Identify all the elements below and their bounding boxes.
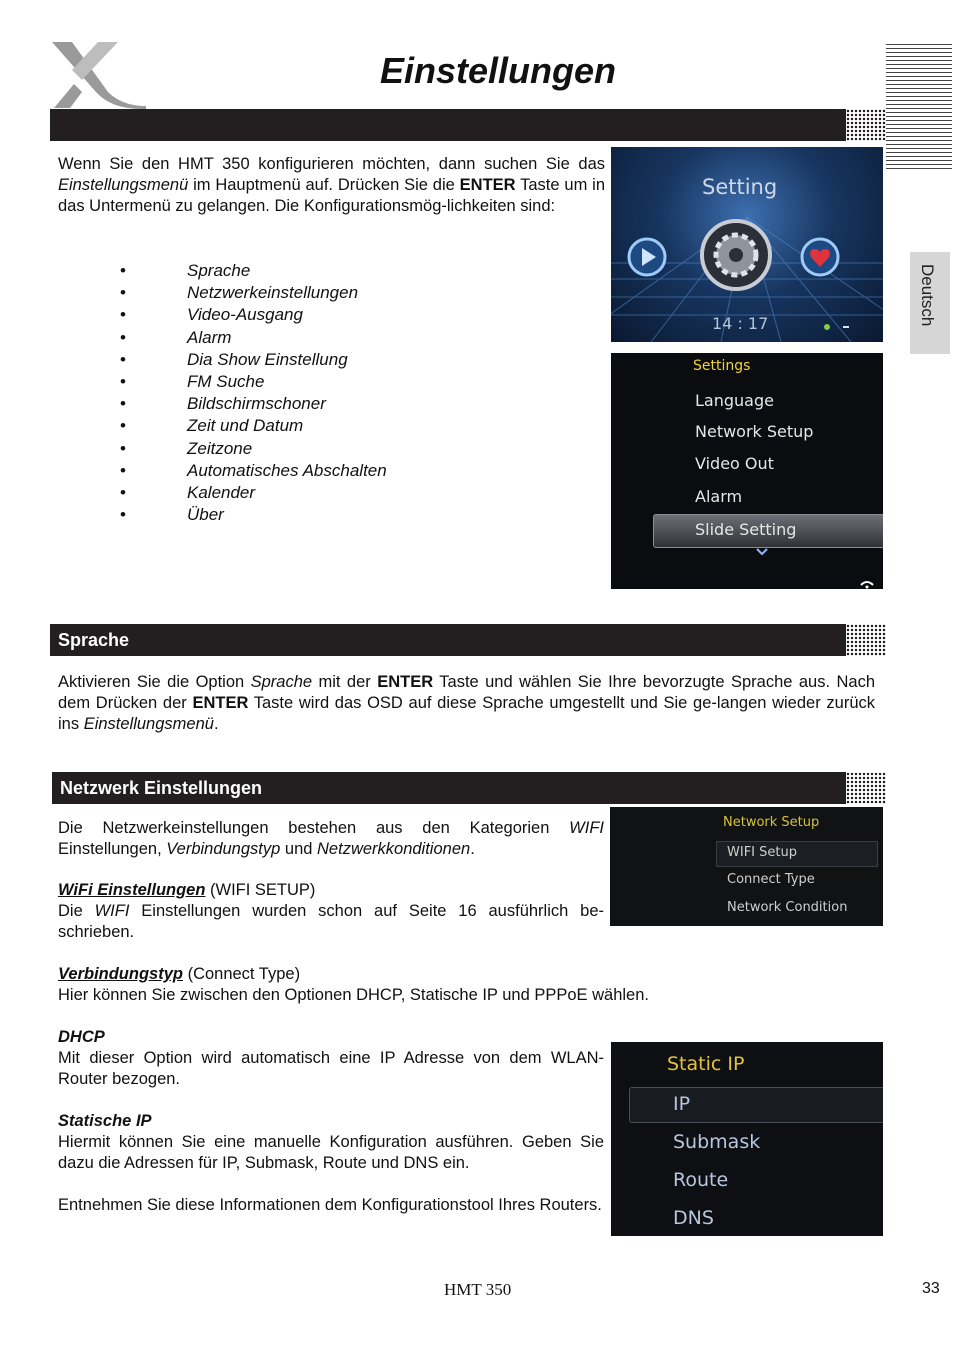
menu-item: Video Out	[695, 454, 774, 473]
bullet-icon: •	[120, 438, 126, 458]
wifi-sub: (WIFI SETUP)	[205, 881, 316, 899]
menu-item: Network Condition	[727, 900, 848, 915]
bar-dot-pattern	[846, 624, 886, 656]
chevron-down-icon	[756, 547, 768, 557]
bullet-icon: •	[120, 349, 126, 369]
conn-text: Hier können Sie zwischen den Optionen DHCP, Statische IP und PPPoE wählen.	[58, 986, 649, 1004]
bullet-icon: •	[120, 283, 126, 303]
language-side-tab	[910, 252, 950, 354]
page-title: Einstellungen	[380, 50, 617, 91]
sprache-t5: .	[213, 715, 219, 733]
menu-item: WIFI Setup	[727, 845, 797, 860]
intro-paragraph	[58, 154, 605, 217]
bar-fade	[832, 624, 846, 656]
intro-em: Einstellungsmenü	[58, 176, 189, 194]
bullet-icon: •	[120, 460, 126, 480]
sprache-enter-2: ENTER	[192, 694, 249, 712]
sprache-enter-1: ENTER	[377, 673, 434, 691]
netzwerk-intro-em1: WIFI	[569, 819, 604, 837]
menu-item: Connect Type	[727, 872, 815, 887]
menu-item: Alarm	[695, 487, 743, 506]
option-label: Alarm	[187, 327, 232, 347]
sprache-t3: Taste und wählen Sie Ihre bevorzugte Sprache aus. Nach dem Drücken der	[58, 673, 875, 712]
option-label: Bildschirmschoner	[187, 394, 326, 414]
bullet-icon: •	[120, 505, 126, 525]
section-heading-sprache: Sprache	[58, 630, 130, 650]
dhcp-section	[58, 1027, 604, 1216]
dhcp-heading: DHCP	[58, 1028, 105, 1046]
option-label: Dia Show Einstellung	[187, 349, 348, 369]
section-bar-sprache	[50, 624, 882, 656]
dhcp-text: Mit dieser Option wird automatisch eine IP Adresse von dem WLAN-Router bezogen.	[58, 1049, 604, 1088]
intro-enter: ENTER	[459, 176, 516, 194]
sprache-t4: Taste wird das OSD auf diese Sprache umgestellt und Sie ge-langen wieder zurück ins	[58, 694, 875, 733]
netzwerk-intro-2: Einstellungen,	[58, 840, 167, 858]
option-label: FM Suche	[187, 371, 265, 391]
conn-sub: (Connect Type)	[182, 965, 301, 983]
bullet-icon: •	[120, 327, 126, 347]
netzwerk-intro	[58, 818, 604, 860]
wifi-heading: WiFi Einstellungen	[58, 881, 206, 899]
bar-dot-pattern	[846, 772, 886, 804]
option-label: Sprache	[187, 261, 251, 280]
section-bar-netzwerk	[52, 772, 882, 804]
setting-title: Setting	[702, 175, 778, 199]
network-menu-title: Network Setup	[723, 815, 820, 830]
intro-text-3: Taste um in das Untermenü zu gelangen. Die Konfigurationsmög-lichkeiten sind:	[58, 176, 605, 215]
static-menu-highlight	[629, 1087, 883, 1123]
wifi-section	[58, 880, 604, 943]
brand-logo	[50, 40, 150, 110]
wifi-icon	[859, 577, 875, 589]
screenshot-static-ip	[611, 1042, 883, 1236]
menu-item: IP	[673, 1093, 691, 1115]
footer-model: HMT 350	[444, 1280, 512, 1299]
section-heading-netzwerk: Netzwerk Einstellungen	[60, 778, 263, 798]
menu-item: Route	[673, 1169, 729, 1191]
netzwerk-intro-em2: Verbindungstyp	[166, 840, 281, 858]
bullet-icon: •	[120, 482, 126, 502]
bar-fade	[832, 772, 846, 804]
bullet-icon: •	[120, 416, 126, 436]
settings-menu-title: Settings	[693, 358, 751, 374]
menu-item: DNS	[673, 1207, 714, 1229]
bullet-icon: •	[120, 394, 126, 414]
option-label: Netzwerkeinstellungen	[187, 283, 359, 303]
option-label: Zeit und Datum	[187, 416, 304, 436]
screenshot-setting	[611, 147, 883, 342]
static-menu-title: Static IP	[667, 1053, 745, 1075]
screenshot-network-setup	[610, 807, 883, 926]
side-tab-label: Deutsch	[918, 264, 937, 327]
static-text: Hiermit können Sie eine manuelle Konfiguration ausführen. Geben Sie dazu die Adressen für IP, Submask, Route und DNS ein.	[58, 1133, 604, 1172]
menu-item: Network Setup	[695, 422, 814, 441]
screenshot-settings-menu	[611, 353, 883, 589]
wifi-em: WIFI	[94, 902, 130, 920]
connect-type-section	[58, 964, 875, 1006]
wifi-t2: Einstellungen wurden schon auf Seite 16 ausführlich be-schrieben.	[58, 902, 604, 941]
bullet-icon: •	[120, 371, 126, 391]
option-label: Über	[187, 505, 224, 525]
intro-text-2: im Hauptmenü auf. Drücken Sie die	[188, 176, 460, 194]
option-label: Kalender	[187, 482, 256, 502]
intro-text-1: Wenn Sie den HMT 350 konfigurieren möchten, dann suchen Sie das	[58, 155, 605, 173]
menu-item: Language	[695, 391, 774, 410]
setting-clock: 14 : 17	[712, 314, 769, 333]
header-bar	[50, 109, 882, 141]
sprache-paragraph	[58, 672, 875, 735]
netzwerk-intro-3: und	[280, 840, 318, 858]
decorative-stripes	[886, 44, 952, 172]
bar-fade	[832, 109, 846, 141]
static-heading: Statische IP	[58, 1112, 152, 1130]
sprache-em2: Einstellungsmenü	[83, 715, 214, 733]
option-label: Automatisches Abschalten	[187, 460, 387, 480]
netzwerk-intro-em3: Netzwerkkonditionen	[317, 840, 471, 858]
netzwerk-intro-4: .	[470, 840, 475, 858]
menu-item: Submask	[673, 1131, 761, 1153]
option-label: Zeitzone	[187, 438, 253, 458]
option-label: Video-Ausgang	[187, 305, 303, 325]
page-number: 33	[922, 1280, 940, 1297]
sprache-t2: mit der	[312, 673, 378, 691]
router-text: Entnehmen Sie diese Informationen dem Konfigurationstool Ihres Routers.	[58, 1196, 602, 1214]
bar-dot-pattern	[846, 109, 886, 141]
sprache-t1: Aktivieren Sie die Option	[58, 673, 251, 691]
conn-heading: Verbindungstyp	[58, 965, 183, 983]
wifi-t1: Die	[58, 902, 95, 920]
sprache-em1: Sprache	[250, 673, 313, 691]
netzwerk-intro-1: Die Netzwerkeinstellungen bestehen aus den Kategorien	[58, 819, 570, 837]
bullet-icon: •	[120, 305, 126, 325]
bullet-icon: •	[120, 261, 126, 280]
menu-item: Slide Setting	[695, 520, 797, 539]
